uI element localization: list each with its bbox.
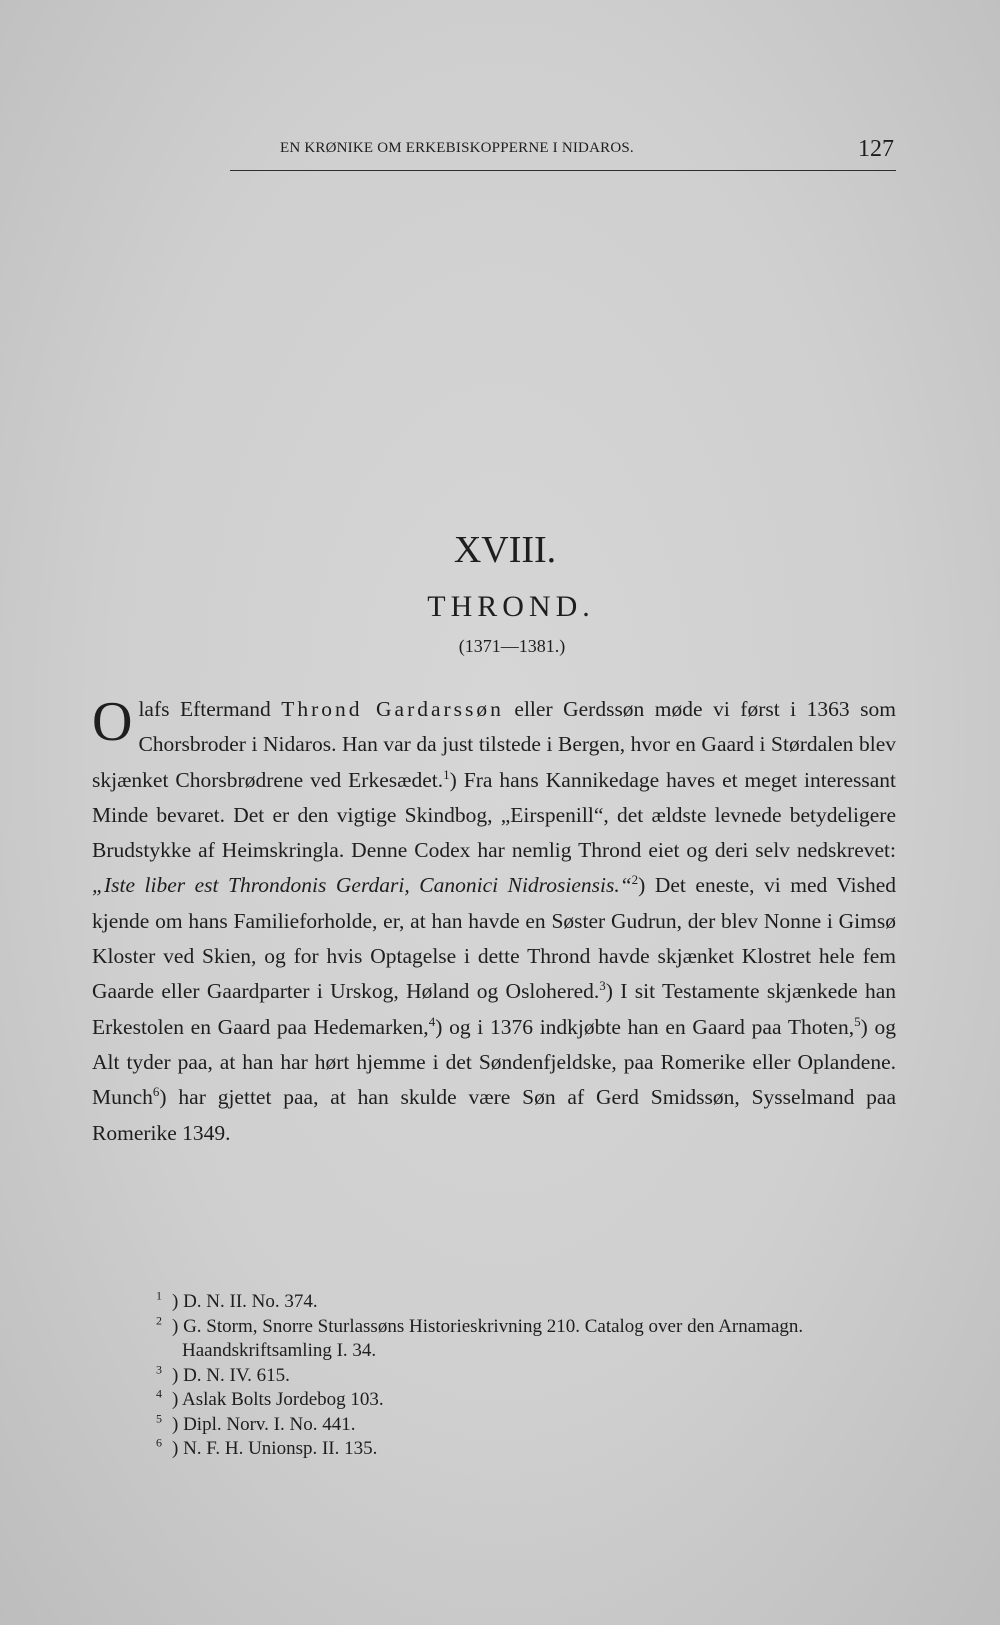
footnote-text: ) N. F. H. Unionsp. II. 135.: [172, 1438, 378, 1459]
text-run: ) og i 1376 indkjøbte han en Gaard paa Thoten,: [435, 1014, 855, 1039]
letterspaced-name: Thrond Gardarssøn: [281, 697, 504, 721]
footnote-text: ) G. Storm, Snorre Sturlassøns Historieskrivning 210. Catalog over den Arnamagn. Haandskriftsamling I. 34.: [172, 1315, 804, 1361]
footnote-mark: 4: [156, 1386, 162, 1401]
footnote: [92, 1290, 896, 1315]
footnote-mark: 6: [156, 1435, 162, 1450]
footnotes: [92, 1290, 896, 1462]
text-run: ) Fra hans Kannikedage haves et meget interessant Minde bevaret. Det er den vigtige Skindbog, „Eirspenill“, det ældste levnede betydeligere Brudstykke af Heimskringla. Denne Codex har nemlig Thrond eiet og deri selv nedskrevet:: [92, 767, 896, 863]
running-title: EN KRØNIKE OM ERKEBISKOPPERNE I NIDAROS.: [280, 140, 634, 156]
paragraph: [92, 692, 896, 1151]
footnote-mark: 5: [156, 1411, 162, 1426]
chapter-years: (1371—1381.): [458, 636, 566, 656]
footnote-mark: 2: [156, 1313, 162, 1328]
footnote: [92, 1364, 896, 1389]
footnote-ref: 2: [631, 872, 639, 888]
text-run: lafs Eftermand: [138, 697, 282, 721]
footnote-ref: 5: [854, 1013, 861, 1029]
body-text: [92, 692, 896, 1151]
footnote: [92, 1315, 896, 1364]
footnote: [92, 1388, 896, 1413]
running-header: [230, 136, 896, 171]
text-run: ) I sit Testamente skjænkede han Erkestolen en Gaard paa Hedemarken,: [92, 979, 896, 1039]
footnote-text: ) D. N. II. No. 374.: [172, 1291, 318, 1312]
footnote-text: ) Aslak Bolts Jordebog 103.: [172, 1389, 384, 1410]
drop-cap: O: [92, 691, 133, 753]
footnote-ref: 1: [443, 766, 450, 782]
footnote-mark: 3: [156, 1362, 162, 1377]
footnote-mark: 1: [156, 1288, 162, 1303]
footnote: [92, 1413, 896, 1438]
latin-quotation: „Iste liber est Throndonis Gerdari, Canonici Nidrosiensis.“: [92, 873, 632, 898]
page-number: 127: [858, 136, 894, 162]
text-run: ) Det eneste, vi med Vished kjende om hans Familieforholde, er, at han havde en Søster Gudrun, der blev Nonne i Gimsø Kloster ved Skien, og for hvis Optagelse i dette Thrond havde skjænket Klostret hele fem Gaarde eller Gaardparter i Urskog, Høland og Oslohered.: [92, 873, 896, 1004]
text-run: eller Gerdssøn møde vi først i 1363 som Chorsbroder i Nidaros. Han var da just tilstede i Bergen, hvor en Gaard i Størdalen blev skjænket Chorsbrødrene ved Erkesædet.: [92, 697, 896, 792]
chapter-title: THROND.: [427, 590, 595, 623]
footnote-text: ) Dipl. Norv. I. No. 441.: [172, 1413, 356, 1435]
footnote-ref: 4: [428, 1013, 436, 1029]
footnote-ref: 3: [599, 978, 606, 994]
footnote: [92, 1437, 896, 1462]
chapter-number: XVIII.: [453, 529, 557, 571]
text-run: ) og Alt tyder paa, at han har hørt hjemme i det Søndenfjeldske, paa Romerike eller Oplandene. Munch: [92, 1014, 896, 1110]
text-run: ) har gjettet paa, at han skulde være Søn af Gerd Smidssøn, Sysselmand paa Romerike 1349.: [92, 1085, 896, 1145]
footnote-text: ) D. N. IV. 615.: [172, 1364, 290, 1386]
footnote-ref: 6: [152, 1084, 160, 1100]
